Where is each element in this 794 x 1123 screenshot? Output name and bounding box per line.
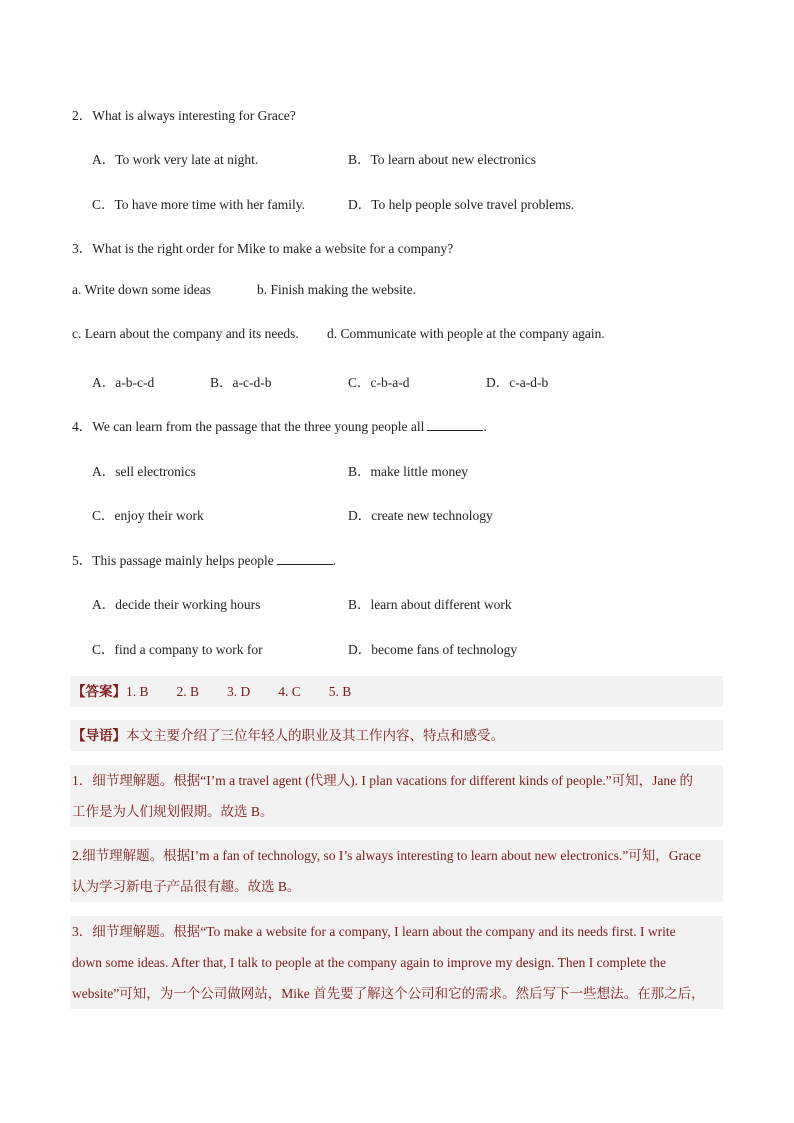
question-text: We can learn from the passage that the three young people all <box>92 419 425 434</box>
option-a: A．decide their working hours <box>92 597 261 612</box>
option-d: D．become fans of technology <box>348 642 518 657</box>
option-c: C．To have more time with her family. <box>92 197 306 212</box>
explanation-line: website”可知，为一个公司做网站，Mike 首先要了解这个公司和它的需求。然后写下一些想法。在那之后， <box>72 986 705 1001</box>
question-end: . <box>332 553 337 568</box>
option-a: A．a-b-c-d <box>92 375 155 390</box>
answer-item: 1. B <box>126 684 149 699</box>
guide-label: 【导语】 <box>72 728 126 743</box>
option-c: C．enjoy their work <box>92 508 204 523</box>
answer-item: 2. B <box>176 684 200 699</box>
option-c: C．find a company to work for <box>92 642 263 657</box>
answer-label: 【答案】 <box>72 684 126 699</box>
explanation-line: 3．细节理解题。根据“To make a website for a company, I learn about the company and its needs first. I write <box>72 924 676 939</box>
question-end: . <box>483 419 487 434</box>
question-2 <box>72 104 296 124</box>
answer-item: 5. B <box>328 684 352 699</box>
guide-section <box>70 720 723 751</box>
option-a: A．To work very late at night. <box>92 152 259 167</box>
option-b: B．a-c-d-b <box>210 375 272 390</box>
answer-item: 3. D <box>227 684 251 699</box>
question-number: 2． <box>72 108 93 123</box>
option-d: D．To help people solve travel problems. <box>348 197 575 212</box>
option-d: D．create new technology <box>348 508 493 523</box>
question-5 <box>72 549 336 569</box>
step-a: a. Write down some ideas <box>72 282 212 297</box>
answer-blank <box>277 552 333 565</box>
explanation-1 <box>70 765 723 827</box>
option-a: A．sell electronics <box>92 464 196 479</box>
explanation-line: 认为学习新电子产品很有趣。故选 B。 <box>72 879 301 894</box>
explanation-2 <box>70 840 723 902</box>
question-number: 3． <box>72 241 93 256</box>
step-d: d. Communicate with people at the company again. <box>327 326 605 341</box>
step-b: b. Finish making the website. <box>257 282 416 297</box>
question-number: 4． <box>72 419 93 434</box>
explanation-line: 2.细节理解题。根据I’m a fan of technology, so I’s always interesting to learn about new electronics.”可知，Grace <box>72 848 701 863</box>
explanation-line: down some ideas. After that, I talk to people at the company again to improve my design. Then I complete the <box>72 955 666 970</box>
option-d: D．c-a-d-b <box>486 375 549 390</box>
answer-item: 4. C <box>278 684 301 699</box>
question-3 <box>72 237 453 257</box>
option-c: C．c-b-a-d <box>348 375 410 390</box>
question-number: 5． <box>72 553 93 568</box>
answer-key <box>70 676 723 707</box>
option-b: B．To learn about new electronics <box>348 152 536 167</box>
question-4 <box>72 415 487 435</box>
question-text: What is the right order for Mike to make a website for a company? <box>92 241 454 256</box>
answer-blank <box>427 418 483 431</box>
option-b: B．learn about different work <box>348 597 512 612</box>
explanation-line: 工作是为人们规划假期。故选 B。 <box>72 804 274 819</box>
explanation-3 <box>70 916 723 1009</box>
step-c: c. Learn about the company and its needs. <box>72 326 299 341</box>
explanation-line: 1．细节理解题。根据“I’m a travel agent (代理人). I plan vacations for different kinds of people.”可知，Jane 的 <box>72 773 693 788</box>
question-text: This passage mainly helps people <box>92 553 274 568</box>
option-b: B．make little money <box>348 464 468 479</box>
question-text: What is always interesting for Grace? <box>92 108 296 123</box>
guide-text: 本文主要介绍了三位年轻人的职业及其工作内容、特点和感受。 <box>126 728 504 743</box>
